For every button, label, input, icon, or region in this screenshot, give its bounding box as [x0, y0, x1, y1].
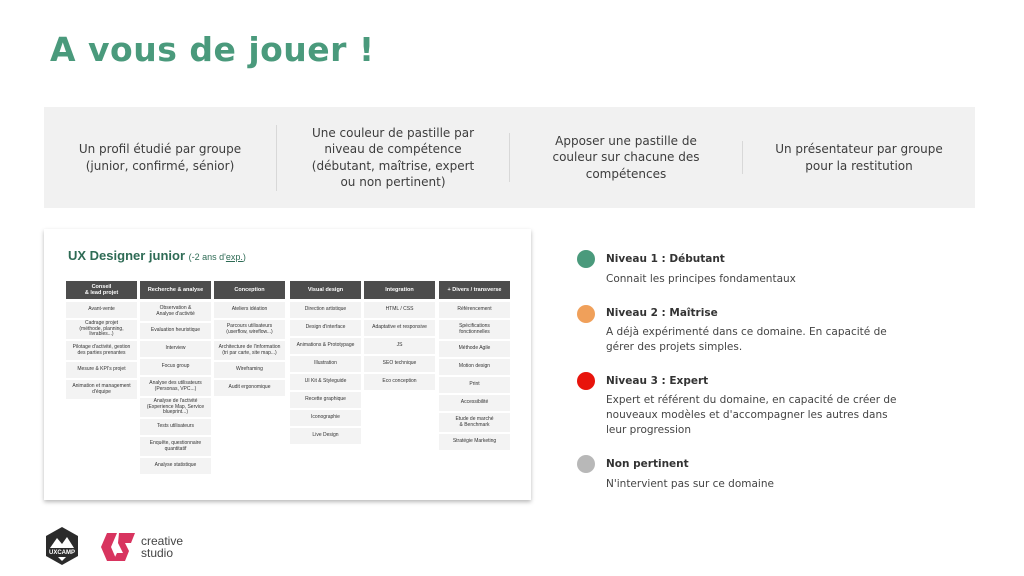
- skill-cell: Live Design: [290, 428, 361, 444]
- matrix-subtitle: (-2 ans d'exp.): [188, 252, 246, 262]
- skill-cell: Direction artistique: [290, 302, 361, 318]
- skill-cell: Iconographie: [290, 410, 361, 426]
- orange-dot-icon: [577, 305, 595, 323]
- skill-cell: Eco conception: [364, 374, 435, 390]
- matrix-title-text: UX Designer junior: [68, 248, 186, 263]
- skill-cell: Analyse de l'activité (Experience Map, Service blueprint...): [140, 398, 211, 417]
- step-3: Apposer une pastille de couleur sur chacune des compétences: [509, 133, 742, 183]
- skill-cell: JS: [364, 338, 435, 354]
- legend-title: Niveau 1 : Débutant: [606, 253, 725, 265]
- skill-cell: Observation & Analyse d'activité: [140, 302, 211, 321]
- skill-cell: Design d'interface: [290, 320, 361, 336]
- matrix-column: [439, 281, 510, 452]
- skill-cell: Animation et management d'équipe: [66, 380, 137, 399]
- skill-cell: Parcours utilisateurs (userflow, wireflow...): [214, 320, 285, 339]
- skill-cell: Focus group: [140, 359, 211, 375]
- matrix-title: [68, 248, 246, 263]
- skill-cell: Interview: [140, 341, 211, 357]
- matrix-column-header: Recherche & analyse: [140, 281, 211, 299]
- skill-cell: Recette graphique: [290, 392, 361, 408]
- skill-cell: Wireframing: [214, 362, 285, 378]
- creative-studio-wordmark: [141, 535, 183, 559]
- skill-cell: Enquête, questionnaire quantitatif: [140, 437, 211, 456]
- matrix-column-header: Conseil & lead projet: [66, 281, 137, 299]
- matrix-column-header: + Divers / transverse: [439, 281, 510, 299]
- grey-dot-icon: [577, 455, 595, 473]
- skill-cell: UI Kit & Styleguide: [290, 374, 361, 390]
- matrix-column-header: Conception: [214, 281, 285, 299]
- skill-cell: Pilotage d'activité, gestion des parties prenantes: [66, 341, 137, 360]
- skill-cell: Print: [439, 377, 510, 393]
- skill-cell: Avant-vente: [66, 302, 137, 318]
- matrix-column-header: Visual design: [290, 281, 361, 299]
- matrix-column: [364, 281, 435, 392]
- skill-cell: Architecture de l'information (tri par carte, site map...): [214, 341, 285, 360]
- skill-cell: Ateliers idéation: [214, 302, 285, 318]
- skill-cell: Analyse des utilisateurs (Personas, VPC...): [140, 377, 211, 396]
- legend-desc: N'intervient pas sur ce domaine: [606, 478, 774, 490]
- legend-desc: Connait les principes fondamentaux: [606, 273, 796, 285]
- step-2: Une couleur de pastille par niveau de compétence (débutant, maîtrise, expert ou non pertinent): [276, 125, 509, 191]
- legend-title: Niveau 2 : Maîtrise: [606, 307, 718, 319]
- legend-title: Niveau 3 : Expert: [606, 375, 709, 387]
- red-dot-icon: [577, 372, 595, 390]
- instructions-band: [44, 107, 975, 208]
- skill-cell: Spécifications fonctionnelles: [439, 320, 510, 339]
- skill-cell: Adaptative et responsive: [364, 320, 435, 336]
- page-title: A vous de jouer !: [50, 30, 375, 69]
- skill-cell: Mesure & KPI's projet: [66, 362, 137, 378]
- skill-cell: HTML / CSS: [364, 302, 435, 318]
- skill-cell: Cadrage projet (méthode, planning, livrables...): [66, 320, 137, 339]
- skill-cell: Evaluation heuristique: [140, 323, 211, 339]
- step-4: Un présentateur par groupe pour la restitution: [742, 141, 975, 174]
- legend-desc: A déjà expérimenté dans ce domaine. En capacité de gérer des projets simples.: [606, 326, 887, 353]
- matrix-column: [140, 281, 211, 476]
- green-dot-icon: [577, 250, 595, 268]
- wordmark-line-2: studio: [141, 546, 174, 560]
- skills-matrix-card: [44, 229, 531, 500]
- uxcamp-logo: [44, 526, 80, 566]
- matrix-column: [214, 281, 285, 398]
- wordmark-line-1: creative: [141, 534, 184, 548]
- uxcamp-logo-text: UXCAMP: [48, 550, 76, 556]
- skill-cell: Référencement: [439, 302, 510, 318]
- skill-cell: Etude de marché & Benchmark: [439, 413, 510, 432]
- skill-cell: Accessibilité: [439, 395, 510, 411]
- legend-desc: Expert et référent du domaine, en capacité de créer de nouveaux modèles et d'accompagner les autres dans leur progression: [606, 394, 897, 436]
- skill-cell: Stratégie Marketing: [439, 434, 510, 450]
- skill-cell: Méthode Agile: [439, 341, 510, 357]
- skill-cell: Audit ergonomique: [214, 380, 285, 396]
- step-1: Un profil étudié par groupe (junior, confirmé, sénior): [78, 142, 242, 173]
- skill-cell: Illustration: [290, 356, 361, 372]
- skill-cell: Motion design: [439, 359, 510, 375]
- creative-studio-logo-icon: [101, 531, 137, 563]
- matrix-column-header: Integration: [364, 281, 435, 299]
- skill-cell: Analyse statistique: [140, 458, 211, 474]
- matrix-column: [290, 281, 361, 446]
- matrix-column: [66, 281, 137, 401]
- skill-cell: Animations & Prototypage: [290, 338, 361, 354]
- skill-cell: SEO technique: [364, 356, 435, 372]
- skill-cell: Tests utilisateurs: [140, 419, 211, 435]
- legend-title: Non pertinent: [606, 458, 689, 470]
